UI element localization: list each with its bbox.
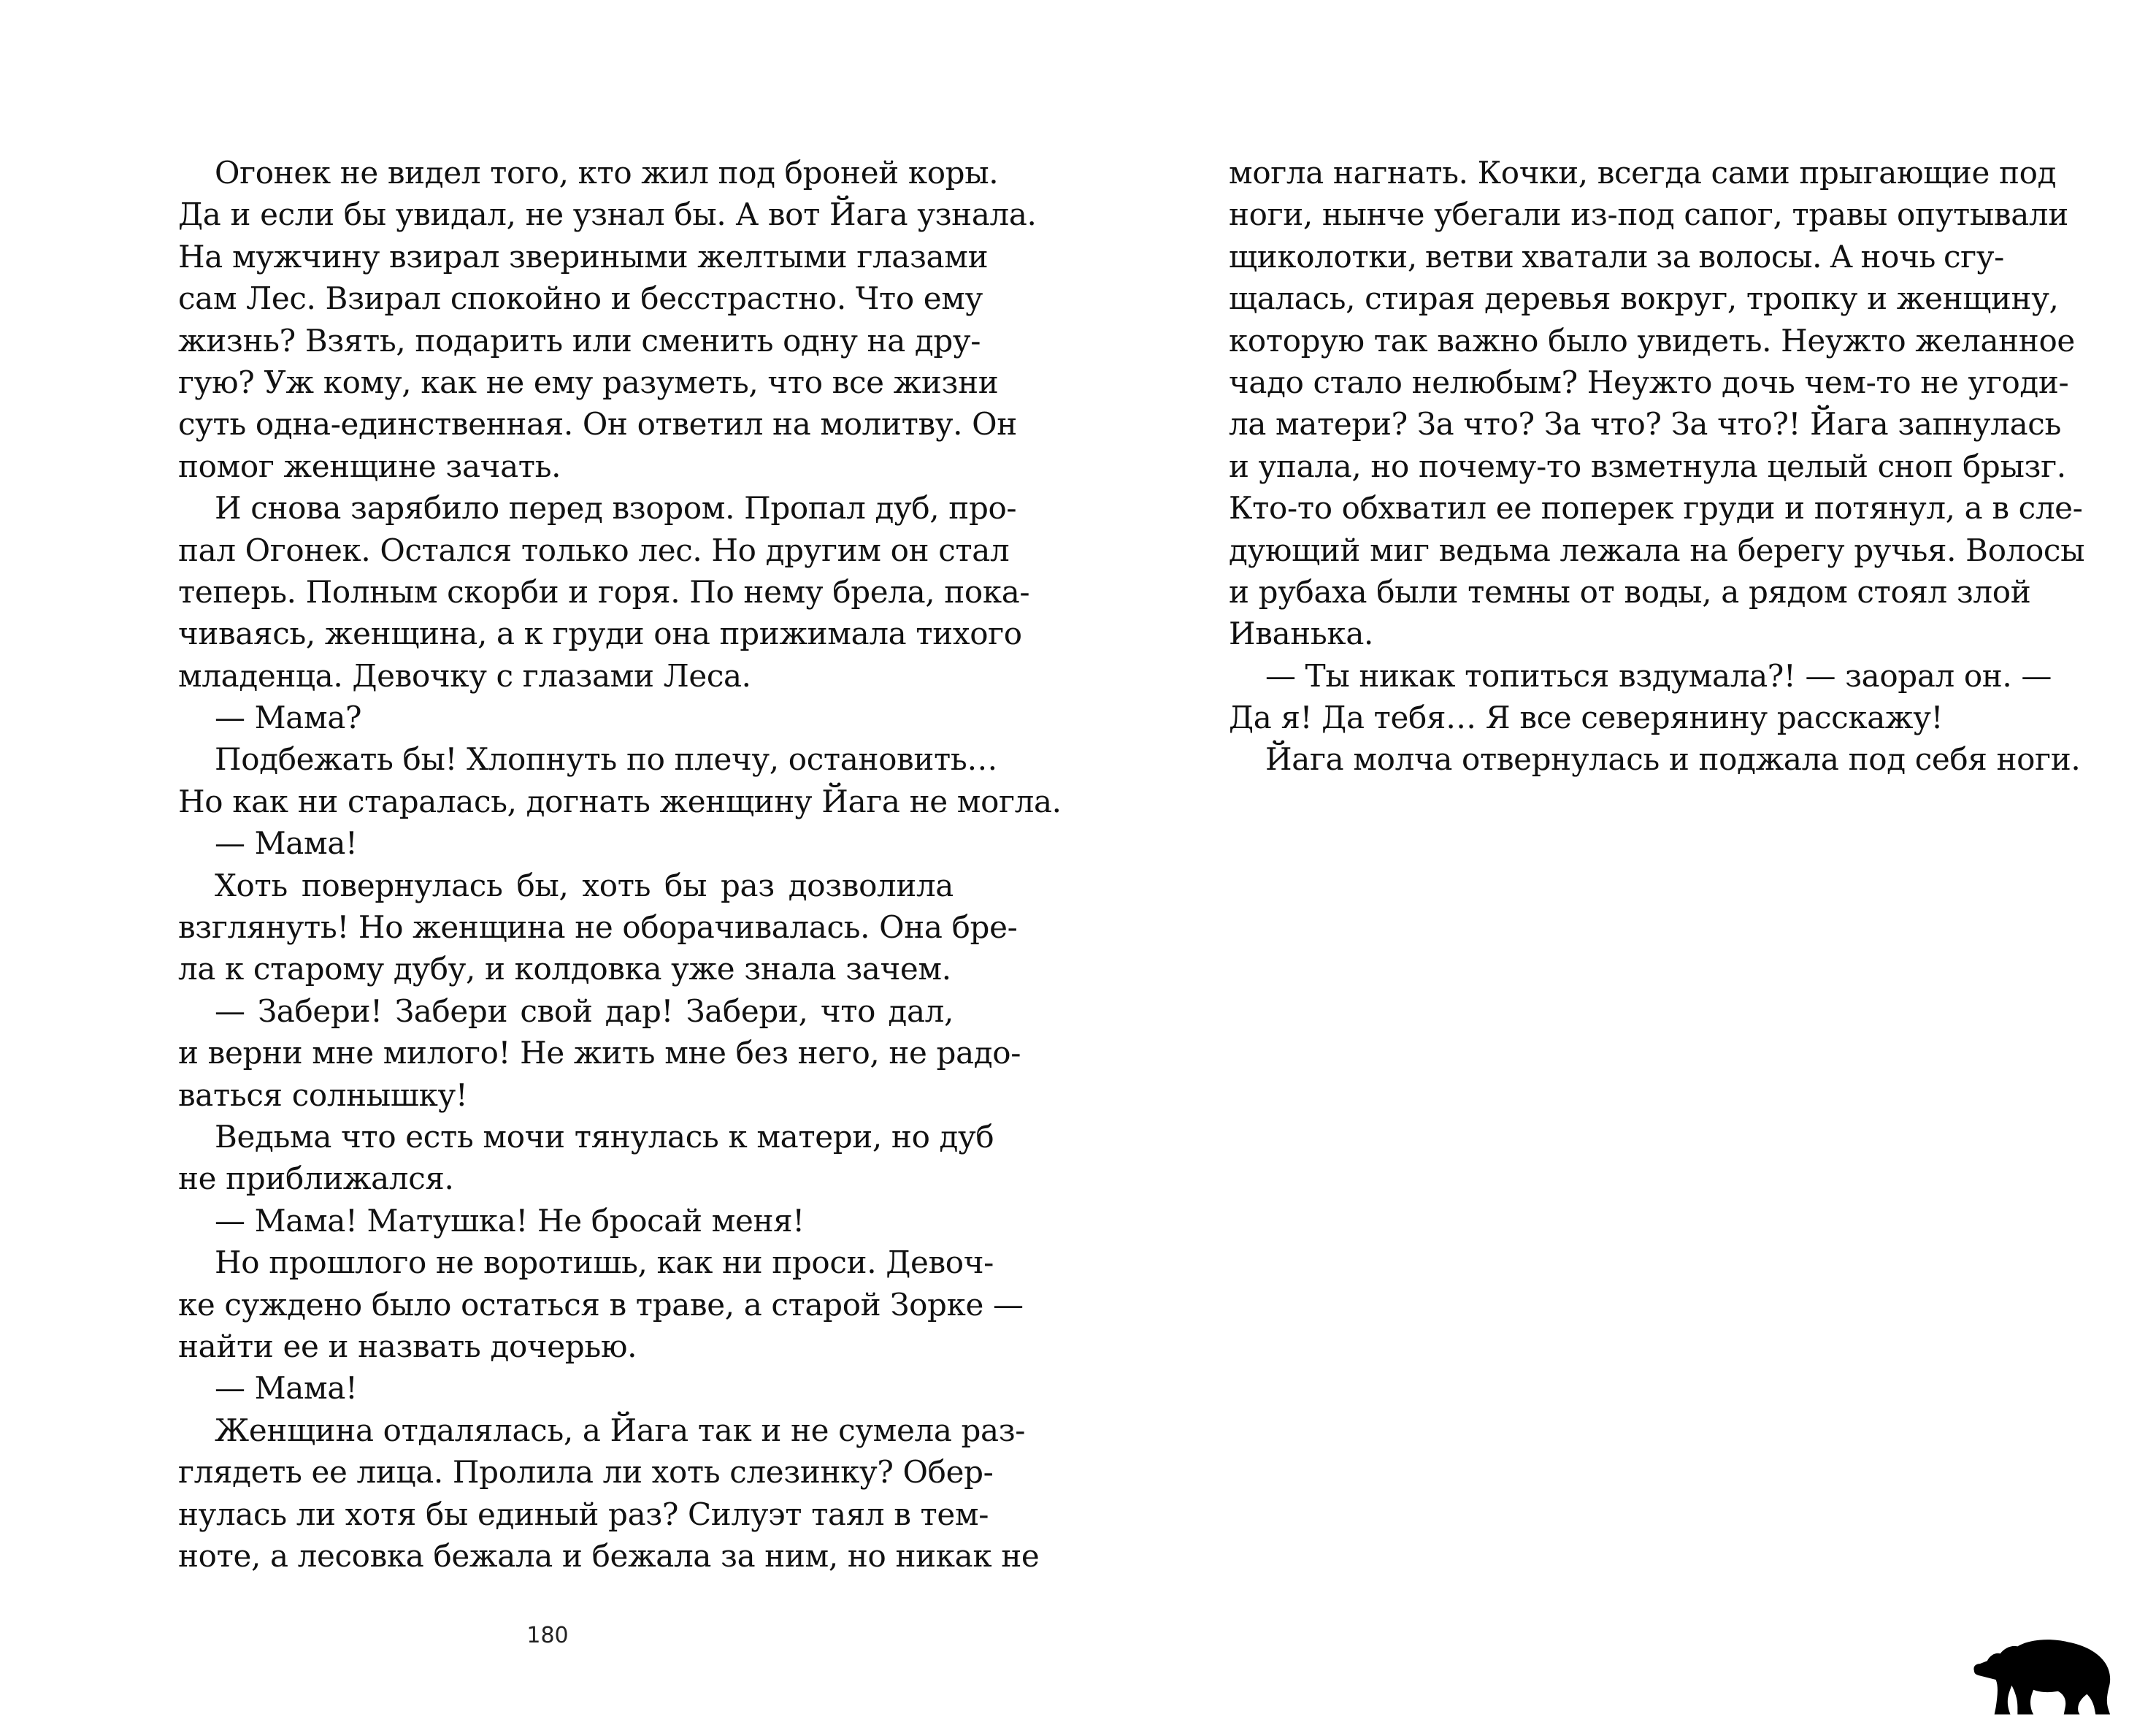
- right-page-text: [1229, 152, 2085, 781]
- text-line: Хоть повернулась бы, хоть бы раз дозволила: [215, 867, 954, 903]
- text-line: ноги, нынче убегали из-под сапог, травы опутывали: [1229, 196, 2068, 233]
- text-line: суть одна-единственная. Он ответил на молитву. Он: [178, 406, 1017, 443]
- text-line: чиваясь, женщина, а к груди она прижимала тихого: [178, 616, 1022, 652]
- text-line: ке суждено было остаться в траве, а старой Зорке —: [178, 1286, 1024, 1323]
- text-line: Ведьма что есть мочи тянулась к матери, но дуб: [215, 1118, 994, 1155]
- text-line: жизнь? Взять, подарить или сменить одну на дру-: [178, 322, 981, 359]
- text-line: пал Огонек. Остался только лес. Но другим он стал: [178, 532, 1010, 568]
- text-line: теперь. Полным скорби и горя. По нему брела, пока-: [178, 573, 1030, 610]
- bear-silhouette-icon: [1971, 1634, 2116, 1716]
- right-page: [1078, 0, 2156, 1725]
- text-line: — Мама?: [215, 700, 362, 736]
- text-line: и рубаха были темны от воды, а рядом стоял злой: [1229, 573, 2031, 610]
- text-line: и упала, но почему-то взметнула целый сноп брызг.: [1229, 448, 2066, 484]
- text-line: могла нагнать. Кочки, всегда сами прыгающие под: [1229, 155, 2057, 191]
- text-line: Да и если бы увидал, не узнал бы. А вот Йага узнала.: [178, 196, 1037, 233]
- text-line: — Мама!: [215, 825, 358, 862]
- text-line: Но как ни старалась, догнать женщину Йага не могла.: [178, 783, 1062, 819]
- text-line: Кто-то обхватил ее поперек груди и потянул, а в сле-: [1229, 490, 2083, 527]
- text-line: чадо стало нелюбым? Неужто дочь чем-то не угоди-: [1229, 364, 2069, 400]
- text-line: — Мама!: [215, 1370, 358, 1407]
- text-line: — Ты никак топиться вздумала?! — заорал он. —: [1265, 657, 2052, 694]
- text-line: Подбежать бы! Хлопнуть по плечу, остановить…: [215, 741, 998, 778]
- text-line: которую так важно было увидеть. Неужто желанное: [1229, 322, 2075, 359]
- text-line: ла к старому дубу, и колдовка уже знала зачем.: [178, 951, 951, 987]
- text-line: ла матери? За что? За что? За что?! Йага запнулась: [1229, 406, 2061, 443]
- text-line: Огонек не видел того, кто жил под броней коры.: [215, 155, 999, 191]
- text-line: взглянуть! Но женщина не оборачивалась. Она бре-: [178, 909, 1018, 946]
- text-line: — Мама! Матушка! Не бросай меня!: [215, 1202, 805, 1239]
- page-number: 180: [526, 1623, 569, 1648]
- text-line: Женщина отдалялась, а Йага так и не сумела раз-: [215, 1412, 1026, 1448]
- text-line: найти ее и назвать дочерью.: [178, 1328, 637, 1364]
- text-line: нулась ли хотя бы единый раз? Силуэт таял в тем-: [178, 1496, 989, 1532]
- text-line: сам Лес. Взирал спокойно и бесстрастно. Что ему: [178, 280, 983, 317]
- text-line: гую? Уж кому, как не ему разуметь, что все жизни: [178, 364, 999, 400]
- text-line: дующий миг ведьма лежала на берегу ручья. Волосы: [1229, 532, 2085, 568]
- text-line: И снова зарябило перед взором. Пропал дуб, про-: [215, 490, 1017, 527]
- text-line: щалась, стирая деревья вокруг, тропку и женщину,: [1229, 280, 2059, 317]
- text-line: ноте, а лесовка бежала и бежала за ним, но никак не: [178, 1537, 1040, 1574]
- text-line: младенца. Девочку с глазами Леса.: [178, 657, 751, 694]
- text-line: На мужчину взирал звериными желтыми глазами: [178, 238, 989, 275]
- text-line: Да я! Да тебя… Я все северянину расскажу!: [1229, 700, 1944, 736]
- text-line: помог женщине зачать.: [178, 448, 561, 484]
- text-line: Йага молча отвернулась и поджала под себя ноги.: [1265, 741, 2081, 778]
- text-line: щиколотки, ветви хватали за волосы. А ночь сгу-: [1229, 238, 2005, 275]
- text-line: Но прошлого не воротишь, как ни проси. Девоч-: [215, 1244, 994, 1281]
- left-page-text: [178, 152, 1062, 1577]
- text-line: — Забери! Забери свой дар! Забери, что дал,: [215, 992, 954, 1029]
- text-line: ваться солнышку!: [178, 1076, 468, 1113]
- text-line: не приближался.: [178, 1160, 454, 1197]
- text-line: и верни мне милого! Не жить мне без него, не радо-: [178, 1035, 1021, 1071]
- text-line: Иванька.: [1229, 616, 1374, 652]
- text-line: глядеть ее лица. Пролила ли хоть слезинку? Обер-: [178, 1454, 994, 1491]
